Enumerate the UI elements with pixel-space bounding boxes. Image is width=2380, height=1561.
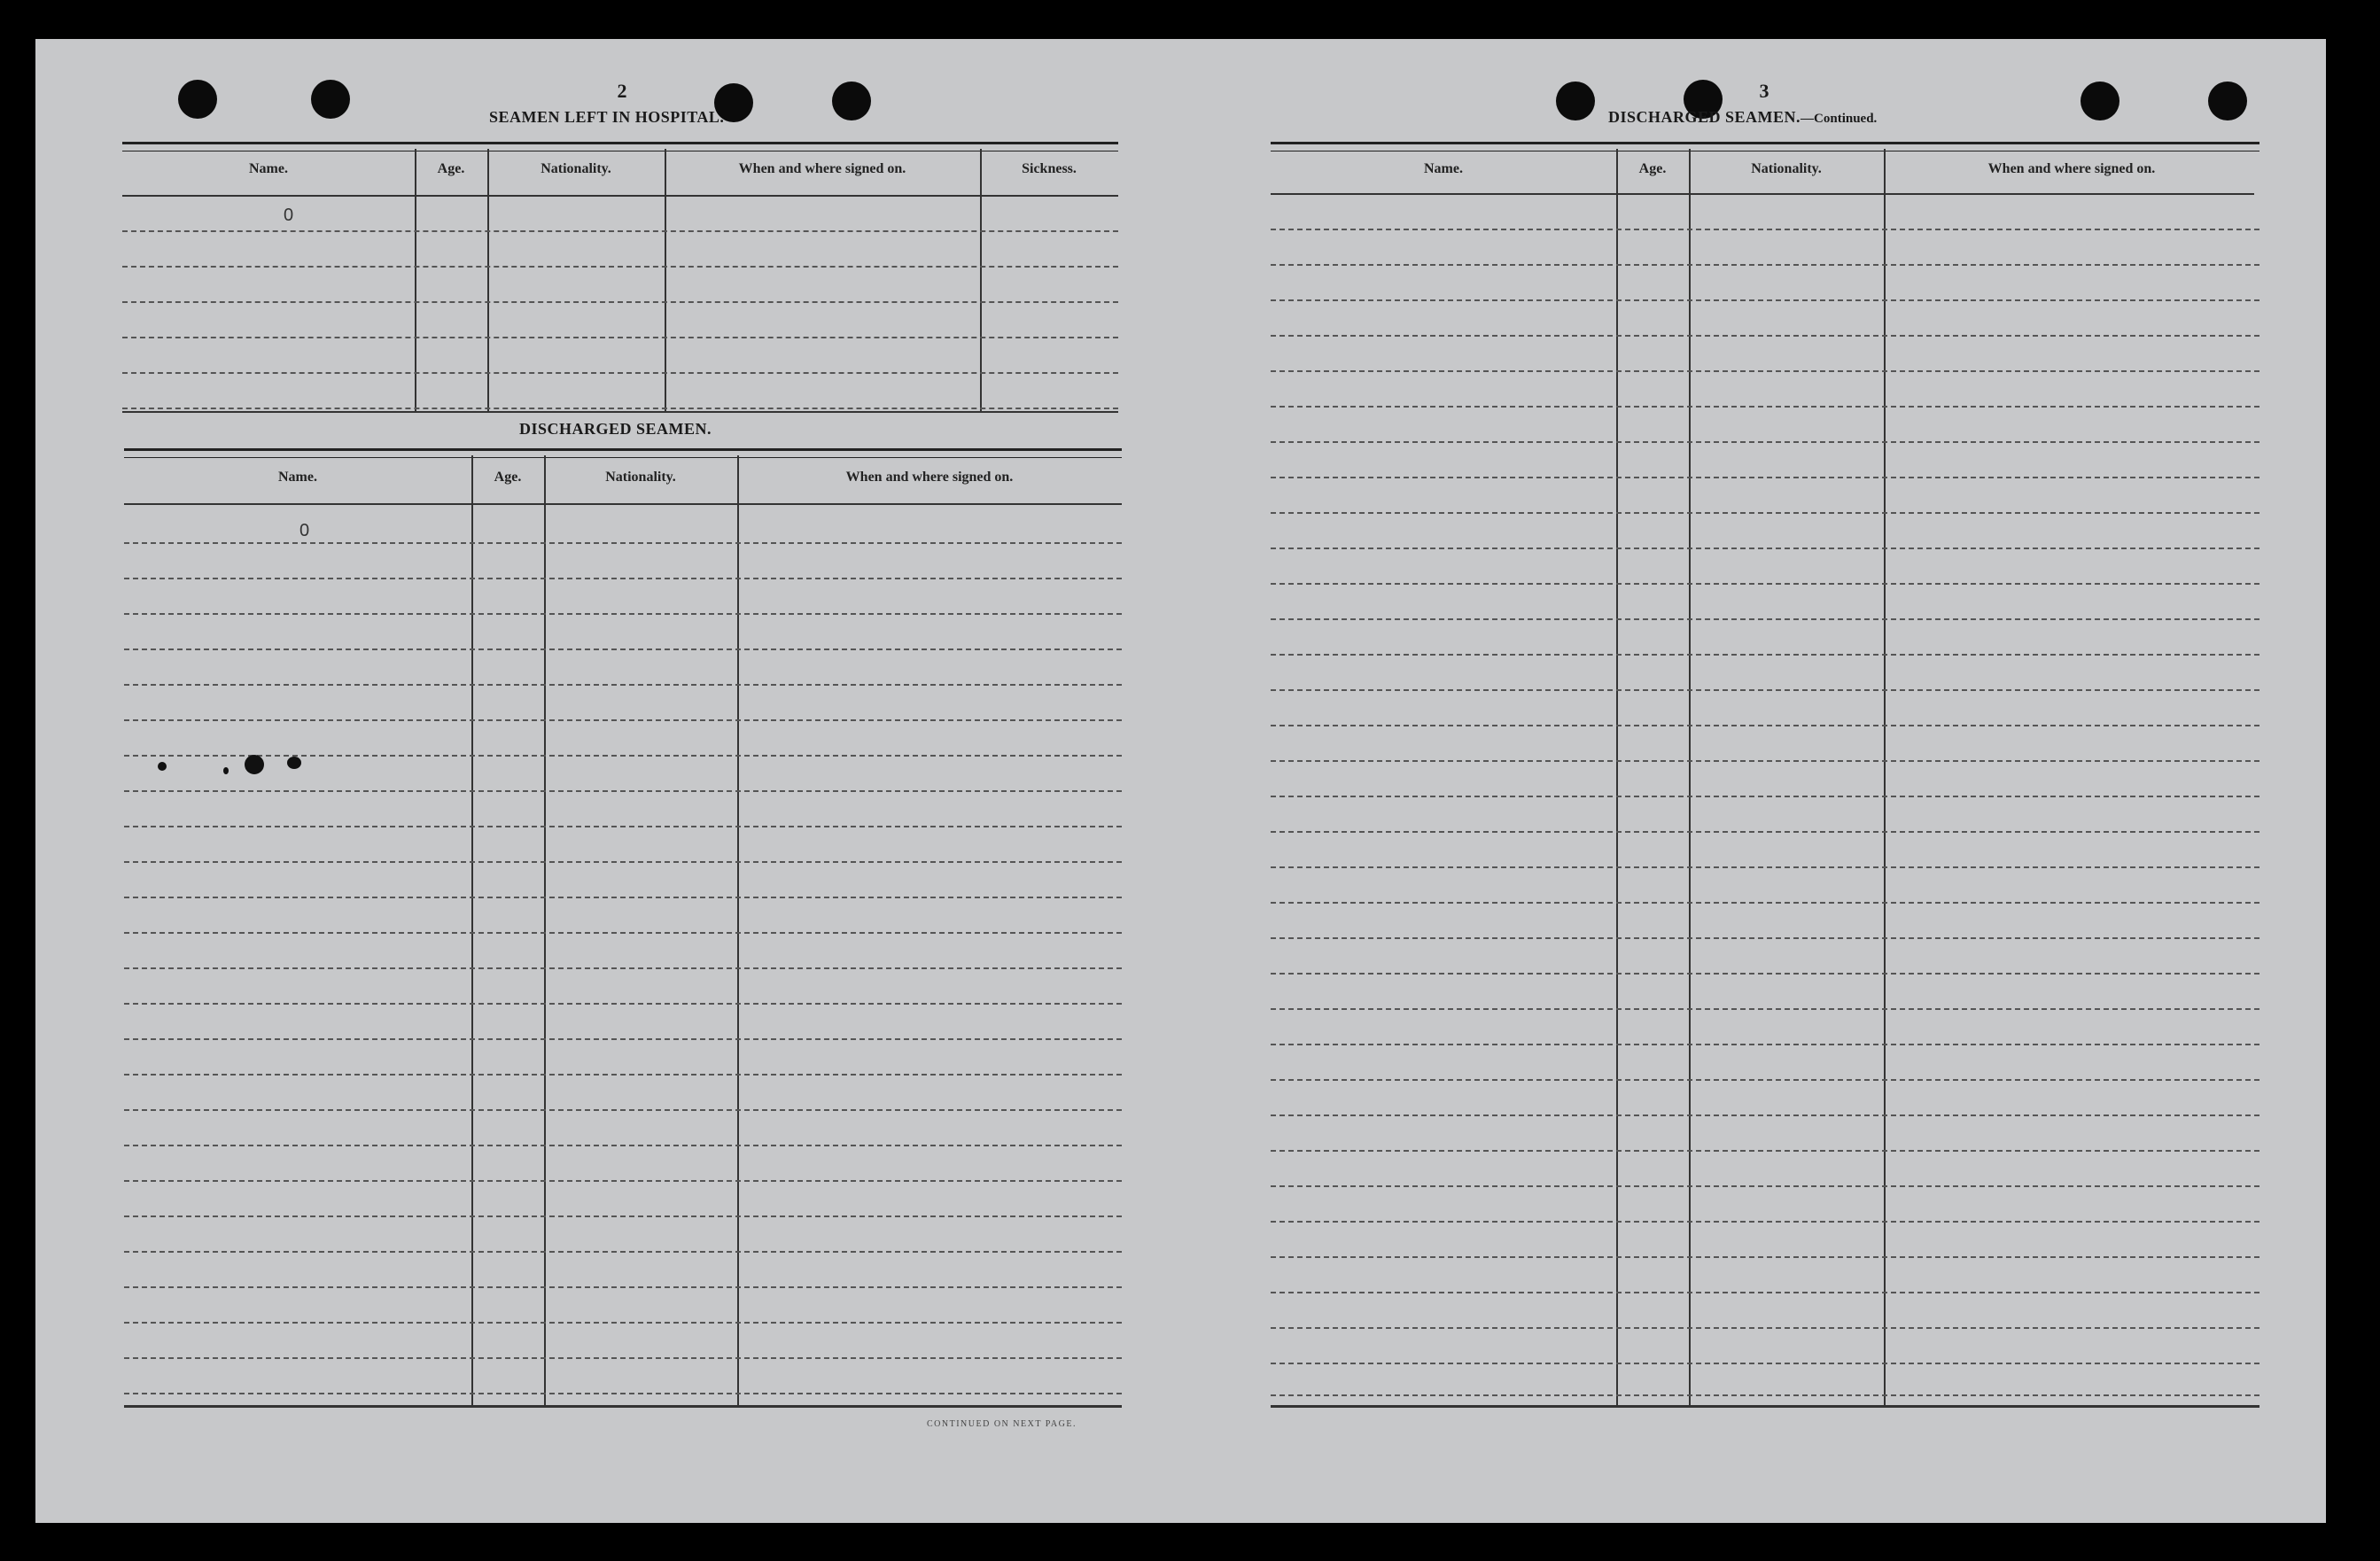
title-suffix: —Continued. [1801, 112, 1878, 126]
entry-line [1271, 1221, 2259, 1223]
col-head-name: Name. [249, 161, 288, 176]
entry-mark: 0 [284, 206, 294, 225]
col-head-age: Age. [437, 161, 465, 176]
col-head-age: Age. [1638, 161, 1667, 176]
punch-hole [1556, 82, 1595, 120]
punch-hole [178, 80, 217, 119]
entry-line [122, 230, 1118, 232]
punch-hole [311, 80, 350, 119]
entry-line [124, 648, 1122, 650]
entry-line [122, 301, 1118, 303]
entry-line [1271, 335, 2259, 337]
column-divider [544, 455, 546, 1407]
punch-hole [2081, 82, 2119, 120]
col-head-when-where: When and where signed on. [738, 161, 906, 176]
entry-line [124, 755, 1122, 757]
table-top-rule [1271, 142, 2259, 151]
column-divider [1884, 149, 1886, 1407]
discharged-continued-title [1608, 108, 1877, 127]
entry-line [122, 266, 1118, 268]
document-sheet [35, 39, 2326, 1523]
col-head-name: Name. [278, 470, 317, 485]
entry-line [1271, 1079, 2259, 1081]
entry-line [1271, 1150, 2259, 1152]
entry-line [124, 1286, 1122, 1288]
entry-line [1271, 441, 2259, 443]
discharged-table-left [124, 448, 1122, 1405]
table-bottom-rule [1271, 1405, 2259, 1408]
entry-mark: 0 [299, 521, 310, 540]
col-head-age: Age. [494, 470, 522, 485]
punch-hole [832, 82, 871, 120]
column-divider [737, 455, 739, 1407]
col-head-nationality: Nationality. [1751, 161, 1822, 176]
entry-line [1271, 725, 2259, 726]
entry-line [124, 932, 1122, 934]
entry-line [124, 1357, 1122, 1359]
header-rule [124, 503, 1122, 505]
punch-hole [2208, 82, 2247, 120]
entry-line [1271, 477, 2259, 478]
entry-line [1271, 1185, 2259, 1187]
entry-line [124, 1109, 1122, 1111]
entry-line [122, 372, 1118, 374]
entry-line [1271, 937, 2259, 939]
entry-line [1271, 406, 2259, 408]
entry-line [1271, 760, 2259, 762]
hospital-section-title: SEAMEN LEFT IN HOSPITAL. [489, 108, 725, 126]
entry-line [1271, 618, 2259, 620]
section-separator-rule [122, 411, 1118, 413]
hospital-table [122, 142, 1118, 411]
col-head-when-where: When and where signed on. [1987, 161, 2156, 176]
col-head-when-where: When and where signed on. [845, 470, 1014, 485]
entry-line [1271, 796, 2259, 797]
entry-line [1271, 264, 2259, 266]
entry-line [1271, 654, 2259, 656]
entry-line [1271, 1292, 2259, 1293]
entry-line [124, 790, 1122, 792]
entry-line [1271, 1114, 2259, 1116]
column-divider [1689, 149, 1691, 1407]
entry-line [1271, 1256, 2259, 1258]
table-top-rule [124, 448, 1122, 458]
entry-line [124, 897, 1122, 898]
entry-line [124, 578, 1122, 579]
entry-line [1271, 548, 2259, 549]
entry-line [1271, 1044, 2259, 1045]
entry-line [1271, 689, 2259, 691]
col-head-nationality: Nationality. [605, 470, 676, 485]
left-page-number: 2 [617, 80, 627, 102]
entry-line [1271, 973, 2259, 975]
entry-line [124, 1074, 1122, 1076]
entry-line [124, 684, 1122, 686]
entry-line [122, 408, 1118, 409]
entry-line [124, 1145, 1122, 1146]
entry-line [124, 1003, 1122, 1005]
right-page-number: 3 [1759, 80, 1769, 102]
entry-line [124, 967, 1122, 969]
entry-line [124, 719, 1122, 721]
entry-line [124, 1393, 1122, 1394]
entry-line [1271, 229, 2259, 230]
discharged-section-title: DISCHARGED SEAMEN. [519, 420, 712, 438]
title-main: DISCHARGED SEAMEN. [1608, 108, 1801, 126]
ink-blot [223, 767, 229, 774]
entry-line [1271, 1394, 2259, 1396]
table-bottom-rule [124, 1405, 1122, 1408]
col-head-nationality: Nationality. [541, 161, 611, 176]
entry-line [1271, 299, 2259, 301]
entry-line [124, 826, 1122, 827]
entry-line [124, 861, 1122, 863]
entry-line [124, 1038, 1122, 1040]
entry-line [124, 1251, 1122, 1253]
entry-line [1271, 831, 2259, 833]
ink-blot [287, 757, 301, 769]
entry-line [1271, 583, 2259, 585]
column-divider [1616, 149, 1618, 1407]
col-head-sickness: Sickness. [1022, 161, 1077, 176]
entry-line [124, 613, 1122, 615]
entry-line [1271, 866, 2259, 868]
entry-line [124, 1215, 1122, 1217]
entry-line [124, 1180, 1122, 1182]
entry-line [124, 542, 1122, 544]
header-rule [122, 195, 1118, 197]
table-top-rule [122, 142, 1118, 151]
entry-line [124, 1322, 1122, 1324]
col-head-name: Name. [1424, 161, 1463, 176]
column-divider [471, 455, 473, 1407]
ink-blot [245, 755, 264, 774]
entry-line [1271, 1363, 2259, 1364]
entry-line [1271, 1008, 2259, 1010]
entry-line [1271, 1327, 2259, 1329]
header-rule [1271, 193, 2254, 195]
entry-line [1271, 902, 2259, 904]
entry-line [122, 337, 1118, 338]
continued-note: CONTINUED ON NEXT PAGE. [927, 1419, 1077, 1429]
entry-line [1271, 370, 2259, 372]
discharged-table-right [1271, 142, 2259, 1407]
entry-line [1271, 512, 2259, 514]
ink-blot [158, 762, 167, 771]
